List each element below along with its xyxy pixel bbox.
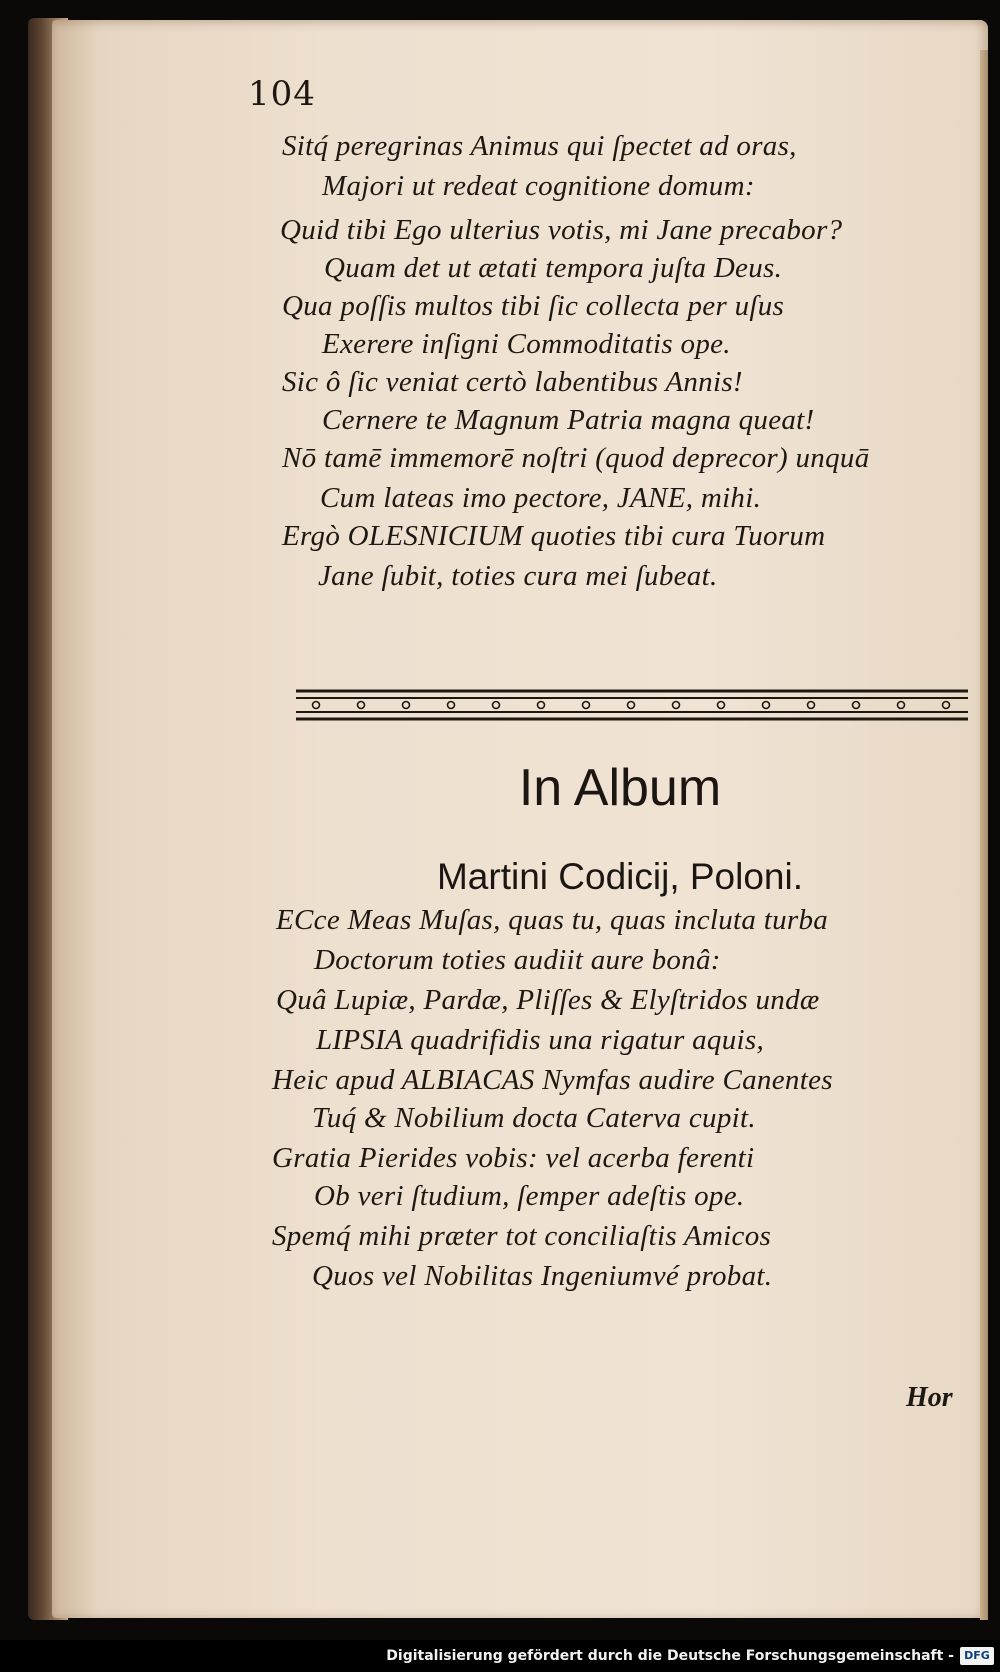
ornament-dots: [313, 702, 950, 709]
ornament-dot: [853, 702, 860, 709]
poem-subtitle: Martini Codicij, Poloni.: [436, 856, 804, 897]
poem-title: In Album: [518, 759, 722, 817]
verse-line: Ergò OLESNICIUM quoties tibi cura Tuorum: [282, 520, 826, 552]
ornament-dot: [493, 702, 500, 709]
ornament-dot: [763, 702, 770, 709]
verse-line: Quam det ut ætati tempora juſta Deus.: [324, 252, 783, 284]
ornament-dot: [943, 702, 950, 709]
verse-line: Cernere te Magnum Patria magna queat!: [322, 404, 815, 436]
footer-credit: Digitalisierung gefördert durch die Deutsche Forschungsgemeinschaft -: [386, 1648, 954, 1664]
verse-line: Ob veri ſtudium, ſemper adeſtis ope.: [314, 1180, 745, 1212]
verse-line: Qua poſſis multos tibi ſic collecta per uſus: [282, 290, 785, 322]
verse-line: Sitq́ peregrinas Animus qui ſpectet ad oras,: [282, 130, 797, 162]
ornament-dot: [898, 702, 905, 709]
verse-line: Nō tamē immemorē noſtri (quod deprecor) unquā: [282, 442, 870, 474]
verse-line: Tuq́ & Nobilium docta Caterva cupit.: [312, 1102, 756, 1134]
ornament-dot: [583, 702, 590, 709]
ornament-dot: [808, 702, 815, 709]
ornament-dot: [673, 702, 680, 709]
digitization-footer: [0, 1640, 1000, 1672]
verse-line: Quâ Lupiæ, Pardæ, Pliſſes & Elyſtridos undæ: [276, 984, 820, 1016]
dfg-logo-icon: DFG: [960, 1647, 994, 1665]
verse-line: Sic ô ſic veniat certò labentibus Annis!: [282, 366, 743, 398]
page-edge: [980, 50, 988, 1620]
ornamental-rule: [296, 688, 968, 726]
ornament-dot: [538, 702, 545, 709]
ornament-dot: [313, 702, 320, 709]
verse-line: Jane ſubit, toties cura mei ſubeat.: [318, 560, 718, 592]
verse-line: ECce Meas Muſas, quas tu, quas incluta turba: [276, 904, 829, 936]
verse-line: Spemq́ mihi præter tot conciliaſtis Amicos: [272, 1220, 772, 1252]
verse-line: LIPSIA quadrifidis una rigatur aquis,: [316, 1024, 765, 1056]
ornament-dot: [358, 702, 365, 709]
ornament-dot: [718, 702, 725, 709]
page-number: 104: [248, 74, 316, 114]
catchword: Hor: [906, 1382, 953, 1413]
verse-line: Gratia Pierides vobis: vel acerba ferenti: [272, 1142, 755, 1174]
verse-line: Quid tibi Ego ulterius votis, mi Jane precabor?: [280, 214, 843, 246]
verse-line: Heic apud ALBIACAS Nymfas audire Canentes: [272, 1064, 833, 1096]
ornament-dot: [628, 702, 635, 709]
verse-line: Exerere inſigni Commoditatis ope.: [322, 328, 731, 360]
ornament-dot: [448, 702, 455, 709]
verse-line: Quos vel Nobilitas Ingeniumvé probat.: [312, 1260, 773, 1292]
verse-line: Doctorum toties audiit aure bonâ:: [314, 944, 721, 976]
verse-line: Cum lateas imo pectore, JANE, mihi.: [320, 482, 762, 514]
verse-line: Majori ut redeat cognitione domum:: [322, 170, 755, 202]
ornament-dot: [403, 702, 410, 709]
